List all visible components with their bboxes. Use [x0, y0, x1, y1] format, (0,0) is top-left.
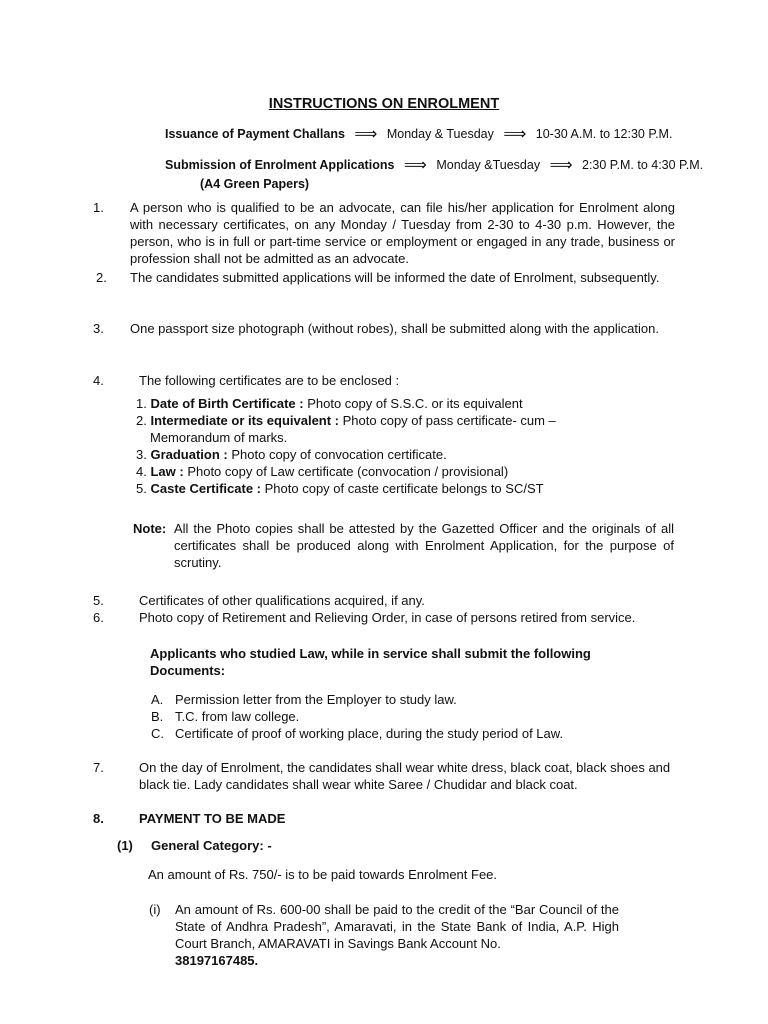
- list-item: 2. Intermediate or its equivalent : Photo copy of pass certificate- cum –: [136, 413, 556, 428]
- schedule-label: Submission of Enrolment Applications: [165, 158, 395, 172]
- schedule-days: Monday & Tuesday: [386, 127, 494, 141]
- item-number: 2.: [96, 270, 107, 285]
- list-item: 3. Graduation : Photo copy of convocation certificate.: [136, 447, 447, 462]
- list-item: C. Certificate of proof of working place, during the study period of Law.: [151, 726, 564, 741]
- schedule-time: 10-30 A.M. to 12:30 P.M.: [535, 127, 673, 141]
- page-title: INSTRUCTIONS ON ENROLMENT: [268, 96, 500, 112]
- paragraph-3: One passport size photograph (without robes), shall be submitted along with the application.: [130, 321, 659, 336]
- paragraph-7: On the day of Enrolment, the candidates shall wear white dress, black coat, black shoes and black tie. Lady candidates shall wear white Saree / Chudidar and black coat.: [139, 760, 671, 792]
- note-label: Note:: [133, 521, 167, 536]
- item-number: 8.: [93, 811, 104, 826]
- schedule-note: (A4 Green Papers): [200, 177, 310, 191]
- account-number: 38197167485.: [175, 953, 259, 968]
- paragraph-4: The following certificates are to be enclosed :: [139, 373, 400, 388]
- schedule-row-applications: [165, 157, 703, 174]
- subsection-label: General Category: -: [151, 838, 272, 853]
- schedule-days: Monday &Tuesday: [436, 158, 541, 172]
- list-item: 1. Date of Birth Certificate : Photo copy of S.S.C. or its equivalent: [136, 396, 523, 411]
- schedule-label: Issuance of Payment Challans: [165, 127, 345, 141]
- documents-list: [151, 691, 563, 742]
- arrow-right-icon: ⟹: [403, 157, 427, 174]
- paragraph-5: Certificates of other qualifications acquired, if any.: [139, 593, 425, 608]
- payment-text: An amount of Rs. 600-00 shall be paid to the credit of the “Bar Council of the State of Andhra Pradesh”, Amaravati, in the State Bank of India, A.P. High Court Branch, AMARAVATI in Savings Bank Account No.: [175, 902, 619, 951]
- item-number: 6.: [93, 610, 104, 625]
- arrow-right-icon: ⟹: [354, 126, 378, 143]
- paragraph-2: The candidates submitted applications will be informed the date of Enrolment, subsequently.: [130, 270, 660, 285]
- subitem-number: (i): [149, 902, 161, 917]
- list-item: Memorandum of marks.: [150, 430, 288, 445]
- list-item: 4. Law : Photo copy of Law certificate (convocation / provisional): [136, 464, 509, 479]
- fee-text: An amount of Rs. 750/- is to be paid towards Enrolment Fee.: [148, 867, 498, 882]
- section-heading: PAYMENT TO BE MADE: [139, 811, 286, 826]
- paragraph-6: Photo copy of Retirement and Relieving Order, in case of persons retired from service.: [139, 610, 636, 625]
- schedule-row-challans: [165, 126, 672, 143]
- list-item: 5. Caste Certificate : Photo copy of caste certificate belongs to SC/ST: [136, 481, 544, 496]
- note-text: All the Photo copies shall be attested by the Gazetted Officer and the originals of all certificates shall be produced along with Enrolment Application, for the purpose of scrutiny.: [174, 521, 674, 570]
- item-number: 3.: [93, 321, 104, 336]
- schedule-time: 2:30 P.M. to 4:30 P.M.: [582, 158, 704, 172]
- subsection-number: (1): [117, 838, 133, 853]
- payment-details: [175, 901, 619, 969]
- list-item: B. T.C. from law college.: [151, 709, 300, 724]
- arrow-right-icon: ⟹: [503, 126, 527, 143]
- list-item: A. Permission letter from the Employer to study law.: [151, 692, 457, 707]
- arrow-right-icon: ⟹: [549, 157, 573, 174]
- item-number: 5.: [93, 593, 104, 608]
- subheading: Applicants who studied Law, while in service shall submit the following Documents:: [150, 646, 591, 678]
- certificate-list: [136, 395, 556, 497]
- item-number: 1.: [93, 200, 104, 215]
- paragraph-1: A person who is qualified to be an advocate, can file his/her application for Enrolment along with necessary certificates, on any Monday / Tuesday from 2-30 to 4-30 p.m. However, the person, who is in full or part-time service or employment or engaged in any trade, business or profession shall not be admitted as an advocate.: [130, 200, 675, 266]
- item-number: 7.: [93, 760, 104, 775]
- item-number: 4.: [93, 373, 104, 388]
